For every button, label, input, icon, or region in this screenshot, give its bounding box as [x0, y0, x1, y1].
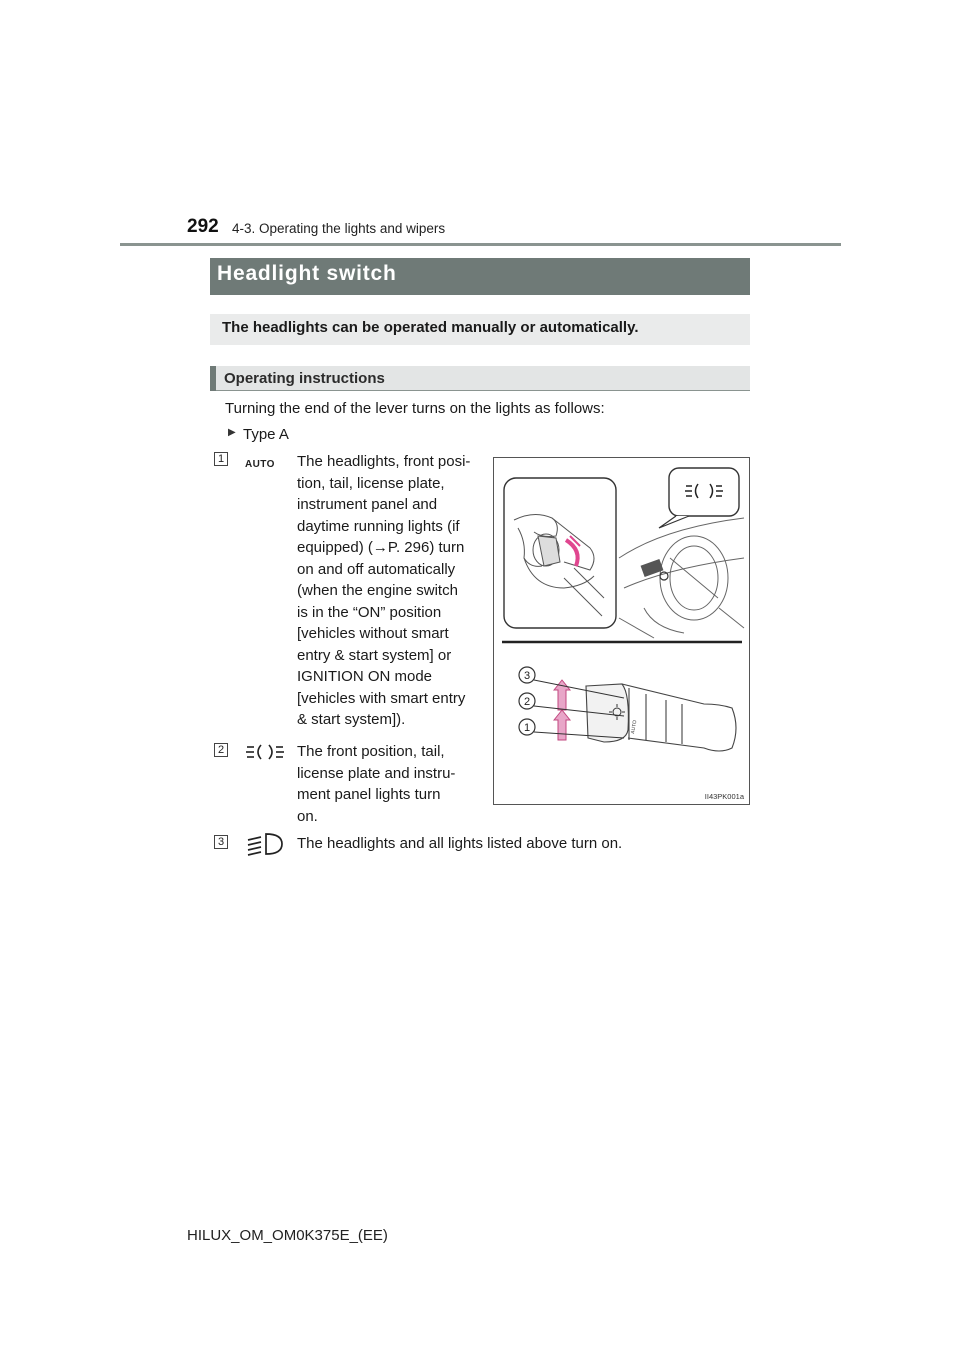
footer-document-code: HILUX_OM_OM0K375E_(EE)	[187, 1227, 388, 1244]
text-line: on.	[297, 807, 318, 825]
text-line: [vehicles with smart entry	[297, 689, 466, 707]
text-line: on and off automatically	[297, 560, 456, 578]
subsection-header	[210, 366, 750, 391]
triangle-bullet-icon: ▶	[228, 427, 236, 438]
figure-code: II43PK001a	[704, 792, 744, 801]
text-line: tion, tail, license plate,	[297, 474, 445, 492]
title-banner	[210, 258, 750, 295]
item-2-description	[297, 741, 480, 827]
subsection-marker	[210, 366, 216, 391]
callout-label: 3	[523, 670, 531, 682]
text-line: The headlights, front posi-	[297, 453, 471, 470]
item-1-description	[297, 451, 480, 731]
text-line: entry & start system] or	[297, 646, 452, 664]
text-line: ment panel lights turn	[297, 786, 441, 803]
stalk-auto-label: AUTO	[630, 719, 639, 735]
text-line: equipped) (→P. 296) turn	[297, 539, 465, 556]
text-line: (when the engine switch	[297, 582, 458, 599]
text-line: is in the “ON” position	[297, 603, 442, 621]
text-line: instrument panel and	[297, 496, 438, 513]
subsection-title: Operating instructions	[224, 370, 385, 387]
page-title: Headlight switch	[217, 262, 397, 285]
text-line: license plate and instru-	[297, 764, 456, 782]
auto-icon: AUTO	[245, 459, 275, 470]
text-line: The front position, tail,	[297, 743, 445, 760]
item-number-3: 3	[214, 835, 228, 849]
text-line: IGNITION ON mode	[297, 668, 433, 685]
item-number-1: 1	[214, 452, 228, 466]
section-title: 4-3. Operating the lights and wipers	[232, 221, 446, 236]
headlight-low-beam-icon	[246, 832, 284, 856]
header-rule	[120, 243, 841, 246]
intro-box	[210, 314, 750, 345]
text-line: [vehicles without smart	[297, 625, 449, 642]
lever-illustration	[494, 458, 749, 804]
type-label: Type A	[243, 426, 289, 443]
intro-text: The headlights can be operated manually or automatically.	[222, 319, 639, 336]
page-number: 292	[187, 216, 219, 237]
position-lights-icon	[245, 741, 285, 763]
text-line: & start system]).	[297, 711, 406, 728]
text-line: daytime running lights (if	[297, 517, 460, 535]
item-number-2: 2	[214, 743, 228, 757]
callout-label: 1	[523, 722, 531, 734]
callout-label: 2	[523, 696, 531, 708]
item-3-description: The headlights and all lights listed above turn on.	[297, 835, 623, 852]
headlight-switch-figure	[493, 457, 750, 805]
lead-text: Turning the end of the lever turns on the lights as follows:	[225, 400, 605, 417]
